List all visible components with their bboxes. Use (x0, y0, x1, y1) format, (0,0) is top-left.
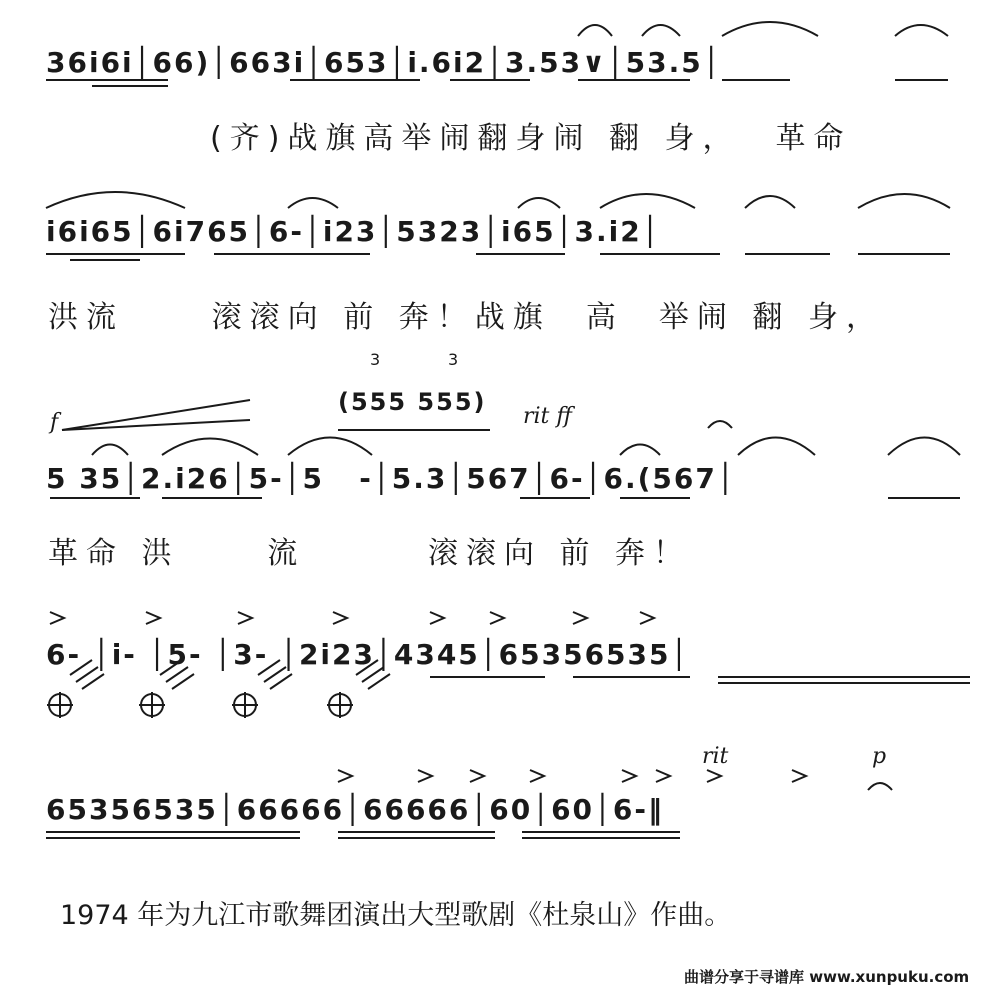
triplet-mark-1: 3 (370, 350, 381, 369)
slur (620, 445, 660, 456)
dynamic-piano: p (872, 744, 887, 769)
bracket-notes: (555 555) (338, 388, 487, 416)
lyric-line-3: 革命 洪 流 滚滚向 前 奔！ (48, 536, 692, 571)
slur (895, 25, 948, 36)
slur (722, 22, 818, 36)
triplet-mark-2: 3 (448, 350, 459, 369)
tempo-rit: rit (702, 744, 729, 769)
slur (288, 198, 338, 208)
notes-line-3: 5 35│2.i26│5-│5 -│5.3│567│6-│6.(567│ (46, 462, 736, 495)
lyric-line-2: 洪流 滚滚向 前 奔！战旗 高 举闹 翻 身， (48, 300, 884, 335)
tempo-rit-ff: rit ff (523, 404, 572, 429)
slur (738, 438, 815, 456)
slur (888, 438, 960, 456)
slur (600, 194, 695, 208)
dynamic-forte: f (50, 410, 59, 435)
lyric-line-1: (齐)战旗高举闹翻身闹 翻 身， 革命 (210, 121, 852, 156)
slur (92, 445, 128, 456)
notes-line-2: i6i65│6i765│6-│i23│5323│i65│3.i2│ (46, 215, 661, 248)
slur (642, 25, 680, 36)
notes-line-5: 65356535│66666│66666│60│60│6-‖ (46, 793, 665, 826)
slur (46, 192, 185, 208)
slur (578, 25, 612, 36)
slur (858, 194, 950, 208)
notes-line-1: 36i6i│66)│663i│653│i.6i2│3.53∨│53.5│ (46, 46, 722, 79)
site-credit: 曲谱分享于寻谱库 www.xunpuku.com (684, 968, 970, 986)
slur (518, 198, 560, 208)
slur (745, 196, 795, 208)
slur (162, 439, 258, 456)
slur (288, 438, 372, 456)
composition-note: 1974 年为九江市歌舞团演出大型歌剧《杜泉山》作曲。 (60, 900, 732, 931)
notes-line-4: 6- │i- │5- │3- │2i23│4345│65356535│ (46, 638, 690, 671)
